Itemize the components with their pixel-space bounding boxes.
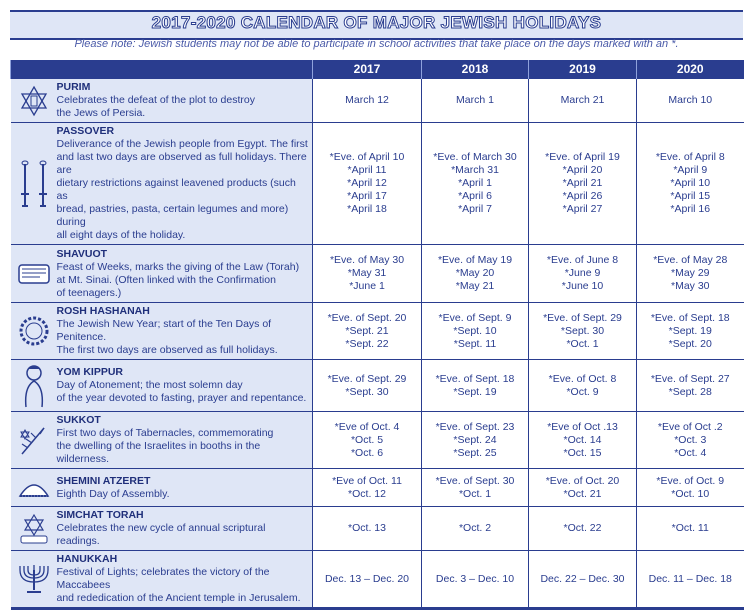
date-entry: *April 11 xyxy=(347,164,387,176)
date-entry: *Eve. of Oct. 20 xyxy=(545,474,620,487)
date-entry: *Sept. 30 xyxy=(560,324,605,337)
date-entry: March 12 xyxy=(345,94,389,106)
date-entry: *Oct. 9 xyxy=(566,385,599,398)
holiday-description xyxy=(57,94,309,120)
holiday-name: SUKKOT xyxy=(56,414,101,426)
description-line: the dwelling of the Israelites in booths in the wilderness. xyxy=(56,440,261,465)
star-scroll-icon xyxy=(13,512,55,546)
praying-figure-icon xyxy=(13,363,55,409)
date-entry: *April 27 xyxy=(562,203,603,215)
date-entry: *June 9 xyxy=(564,267,601,279)
torah-scroll-icon xyxy=(13,259,55,289)
holiday-row xyxy=(11,245,744,303)
holiday-dates-2017 xyxy=(313,469,422,507)
date-entry: *Eve of Oct .13 xyxy=(547,420,618,433)
holiday-dates-2019 xyxy=(529,551,637,609)
holiday-name: SHAVUOT xyxy=(56,247,108,260)
holiday-name: HANUKKAH xyxy=(56,553,118,565)
date-entry: *Oct. 1 xyxy=(458,487,492,500)
holiday-dates-2020 xyxy=(637,469,744,507)
date-entry: *Eve. of Sept. 20 xyxy=(327,311,407,324)
description-line: The Jewish New Year; start of the Ten Days of Penitence. xyxy=(56,318,272,343)
holiday-row xyxy=(11,412,744,469)
holiday-dates-2019 xyxy=(529,469,637,507)
holiday-dates-2020 xyxy=(637,412,744,469)
date-entry: *Sept. 28 xyxy=(668,385,712,398)
wreath-icon xyxy=(13,312,55,350)
holiday-name: YOM KIPPUR xyxy=(56,366,124,378)
date-entry: *Sept. 30 xyxy=(345,385,389,398)
date-entry: *Sept. 24 xyxy=(453,433,497,446)
description-line: of the year devoted to fasting, prayer and repentance. xyxy=(56,392,307,404)
holiday-dates-2020 xyxy=(637,360,744,412)
date-entry: *Eve of Oct. 4 xyxy=(334,420,400,433)
date-entry: Dec. 11 – Dec. 18 xyxy=(648,572,732,585)
holiday-dates-2019 xyxy=(529,360,637,412)
date-entry: March 1 xyxy=(456,94,494,106)
holiday-dates-2019 xyxy=(529,245,637,303)
candlesticks-icon xyxy=(13,158,55,210)
holiday-dates-2018 xyxy=(422,507,529,551)
holiday-dates-2020 xyxy=(637,551,744,609)
holiday-row xyxy=(11,123,744,245)
description-line: First two days of Tabernacles, commemorating xyxy=(56,427,274,439)
holiday-dates-2020 xyxy=(637,79,744,123)
holiday-dates-2020 xyxy=(637,303,744,360)
attendance-note: Please note: Jewish students may not be able to participate in school activities that take place on the days marked with an *. xyxy=(74,38,679,50)
holiday-dates-2020 xyxy=(637,245,744,303)
date-entry: *April 15 xyxy=(670,190,711,202)
holiday-row xyxy=(11,79,744,123)
date-entry: Dec. 22 – Dec. 30 xyxy=(540,572,625,585)
description-line: the Jews of Persia. xyxy=(56,107,146,119)
date-entry: *Eve. of Oct. 9 xyxy=(656,474,725,487)
date-entry: *Oct. 3 xyxy=(674,433,707,446)
holiday-header-blank xyxy=(11,60,313,79)
date-entry: *April 20 xyxy=(562,164,603,176)
description-line: Celebrates the new cycle of annual scriptural readings. xyxy=(56,522,266,547)
date-entry: *Oct. 14 xyxy=(563,433,602,446)
date-entry: *Eve of Oct. 11 xyxy=(332,474,402,487)
holiday-description xyxy=(57,488,309,501)
holiday-info-cell xyxy=(11,245,313,303)
date-entry: *April 6 xyxy=(458,190,492,202)
date-entry: *Oct. 4 xyxy=(674,446,707,459)
date-entry: *Eve. of March 30 xyxy=(433,151,517,163)
date-entry: *Oct. 13 xyxy=(348,522,386,534)
holiday-row xyxy=(11,303,744,360)
holiday-dates-2017 xyxy=(313,360,422,412)
date-entry: *May 30 xyxy=(670,280,710,292)
holiday-name: SIMCHAT TORAH xyxy=(56,509,144,521)
description-line: at Mt. Sinai. (Often linked with the Confirmation xyxy=(56,273,276,286)
year-header: 2019 xyxy=(529,60,637,79)
year-header: 2020 xyxy=(637,60,744,79)
holiday-dates-2018 xyxy=(422,79,529,123)
lulav-icon xyxy=(13,424,55,456)
holiday-dates-2017 xyxy=(313,123,422,245)
holiday-dates-2017 xyxy=(313,507,422,551)
date-entry: *April 16 xyxy=(670,203,711,215)
description-line: Eighth Day of Assembly. xyxy=(56,487,170,500)
date-entry: *Sept. 19 xyxy=(453,385,497,398)
holiday-dates-2017 xyxy=(313,79,422,123)
date-entry: *April 18 xyxy=(347,203,387,215)
date-entry: *Sept. 25 xyxy=(453,446,497,459)
date-entry: *Eve. of May 28 xyxy=(653,254,728,266)
date-entry: *Oct. 6 xyxy=(350,446,384,459)
date-entry: *Oct. 10 xyxy=(671,487,710,500)
holiday-dates-2017 xyxy=(313,303,422,360)
holiday-description xyxy=(57,427,309,466)
holiday-dates-2020 xyxy=(637,507,744,551)
holiday-info-cell xyxy=(11,360,313,412)
date-entry: *Oct. 21 xyxy=(563,487,602,500)
holiday-name: PASSOVER xyxy=(56,125,115,137)
date-entry: *April 12 xyxy=(347,177,387,189)
holiday-row xyxy=(11,360,744,412)
holiday-info-cell xyxy=(11,551,313,609)
date-entry: *Eve. of May 30 xyxy=(329,254,405,266)
holiday-description xyxy=(57,138,309,242)
date-entry: *May 29 xyxy=(670,267,710,279)
date-entry: *April 9 xyxy=(673,164,708,176)
holiday-calendar-table xyxy=(10,60,744,610)
holiday-info-cell xyxy=(11,412,313,469)
holiday-info-cell xyxy=(11,123,313,245)
date-entry: *April 10 xyxy=(670,177,711,189)
holiday-dates-2018 xyxy=(422,245,529,303)
date-entry: March 21 xyxy=(560,94,605,106)
holiday-dates-2020 xyxy=(637,123,744,245)
date-entry: *Eve of Oct .2 xyxy=(657,420,723,433)
description-line: and last two days are observed as full holidays. There are xyxy=(56,151,307,176)
holiday-info-cell xyxy=(11,303,313,360)
date-entry: *March 31 xyxy=(451,164,499,176)
holiday-description xyxy=(57,379,309,405)
description-line: Feast of Weeks, marks the giving of the Law (Torah) xyxy=(56,260,300,273)
date-entry: *April 17 xyxy=(347,190,387,202)
holiday-row xyxy=(11,551,744,609)
kippah-icon xyxy=(13,476,55,500)
holiday-dates-2018 xyxy=(422,123,529,245)
date-entry: *June 1 xyxy=(349,280,385,292)
holiday-info-cell xyxy=(11,507,313,551)
date-entry: *Eve. of June 8 xyxy=(546,254,619,266)
holiday-description xyxy=(57,522,309,548)
date-entry: *Eve. of April 10 xyxy=(329,151,405,163)
date-entry: *Oct. 15 xyxy=(563,446,602,459)
date-entry: *Eve. of Sept. 18 xyxy=(650,311,730,324)
holiday-description xyxy=(57,566,309,605)
holiday-name: ROSH HASHANAH xyxy=(56,305,150,317)
date-entry: *April 1 xyxy=(458,177,492,189)
date-entry: *Oct. 12 xyxy=(348,487,386,500)
date-entry: *May 20 xyxy=(455,267,495,279)
description-line: Festival of Lights; celebrates the victory of the Maccabees xyxy=(56,566,270,591)
holiday-info-cell xyxy=(11,79,313,123)
holiday-dates-2019 xyxy=(529,303,637,360)
holiday-dates-2018 xyxy=(422,551,529,609)
date-entry: *April 21 xyxy=(562,177,603,189)
date-entry: *June 10 xyxy=(561,280,604,292)
date-entry: *May 21 xyxy=(455,280,495,292)
holiday-dates-2018 xyxy=(422,412,529,469)
page-title: 2017-2020 CALENDAR OF MAJOR JEWISH HOLIDAYS xyxy=(151,13,602,32)
date-entry: *Sept. 22 xyxy=(345,337,389,350)
description-line: The first two days are observed as full holidays. xyxy=(56,344,278,356)
holiday-dates-2019 xyxy=(529,412,637,469)
date-entry: *Eve. of Oct. 8 xyxy=(548,372,617,385)
date-entry: *Eve. of Sept. 30 xyxy=(435,474,515,487)
date-entry: *Eve. of Sept. 29 xyxy=(327,372,407,385)
date-entry: *Sept. 19 xyxy=(668,324,712,337)
date-entry: *Oct. 11 xyxy=(671,522,709,534)
description-line: and rededication of the Ancient temple in Jerusalem. xyxy=(56,592,301,604)
holiday-dates-2019 xyxy=(529,123,637,245)
description-line: Day of Atonement; the most solemn day xyxy=(56,379,243,391)
date-entry: *Eve. of Sept. 23 xyxy=(435,420,515,433)
date-entry: *Oct. 22 xyxy=(563,522,602,534)
description-line: of teenagers.) xyxy=(56,286,122,299)
description-line: dietary restrictions against leavened products (such as xyxy=(56,177,296,202)
title-banner xyxy=(10,10,743,40)
date-entry: *Oct. 2 xyxy=(458,522,492,534)
date-entry: *Eve. of Sept. 29 xyxy=(543,311,622,324)
date-entry: *April 26 xyxy=(562,190,603,202)
date-entry: *Oct. 1 xyxy=(566,337,599,350)
date-entry: *April 7 xyxy=(458,203,492,215)
date-entry: March 10 xyxy=(668,94,713,106)
year-header-row xyxy=(11,60,744,79)
year-header: 2018 xyxy=(422,60,529,79)
holiday-dates-2018 xyxy=(422,360,529,412)
holiday-dates-2017 xyxy=(313,245,422,303)
date-entry: *Eve. of April 8 xyxy=(655,151,725,163)
date-entry: *Sept. 10 xyxy=(453,324,497,337)
description-line: Deliverance of the Jewish people from Egypt. The first xyxy=(56,138,308,150)
year-header: 2017 xyxy=(313,60,422,79)
holiday-name: PURIM xyxy=(56,81,91,93)
date-entry: *Eve. of May 19 xyxy=(437,254,513,266)
menorah-icon xyxy=(13,562,55,596)
star-of-david-scroll-icon xyxy=(13,84,55,118)
date-entry: *Eve. of April 19 xyxy=(545,151,620,163)
holiday-dates-2019 xyxy=(529,507,637,551)
holiday-description xyxy=(57,261,309,300)
date-entry: *May 31 xyxy=(347,267,387,279)
date-entry: *Eve. of Sept. 18 xyxy=(435,372,515,385)
holiday-dates-2019 xyxy=(529,79,637,123)
holiday-dates-2018 xyxy=(422,469,529,507)
date-entry: *Sept. 21 xyxy=(345,324,389,337)
date-entry: Dec. 13 – Dec. 20 xyxy=(324,572,410,585)
date-entry: *Sept. 20 xyxy=(668,337,712,350)
holiday-name: SHEMINI ATZERET xyxy=(56,474,151,487)
holiday-row xyxy=(11,469,744,507)
date-entry: *Eve. of Sept. 9 xyxy=(438,311,512,324)
holiday-dates-2017 xyxy=(313,551,422,609)
date-entry: *Sept. 11 xyxy=(453,337,497,350)
date-entry: Dec. 3 – Dec. 10 xyxy=(435,572,515,585)
holiday-row xyxy=(11,507,744,551)
date-entry: *Oct. 5 xyxy=(350,433,384,446)
holiday-dates-2017 xyxy=(313,412,422,469)
date-entry: *Eve. of Sept. 27 xyxy=(650,372,730,385)
description-line: all eight days of the holiday. xyxy=(56,229,186,241)
holiday-info-cell xyxy=(11,469,313,507)
holiday-dates-2018 xyxy=(422,303,529,360)
description-line: Celebrates the defeat of the plot to destroy xyxy=(56,94,255,106)
holiday-description xyxy=(57,318,309,357)
description-line: bread, pastries, pasta, certain legumes and more) during xyxy=(56,203,289,228)
